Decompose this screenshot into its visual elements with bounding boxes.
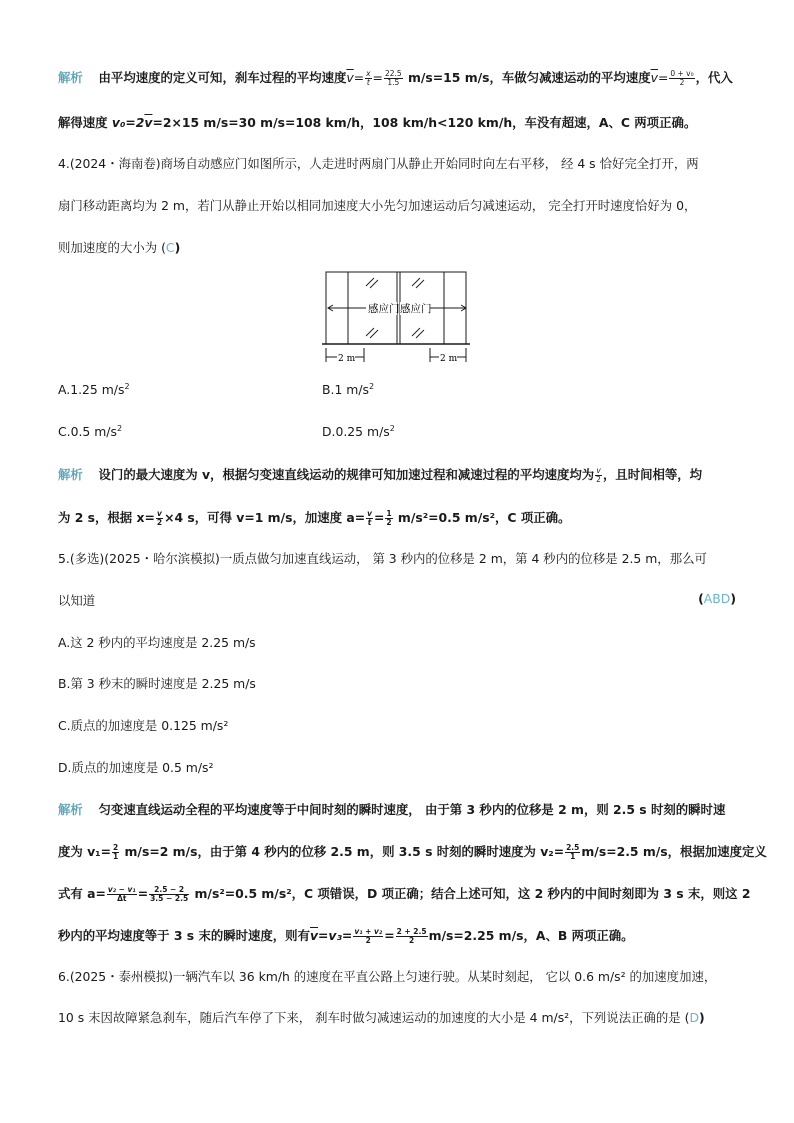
fraction: $\frac{\text{0 + v₀}}{2}$ — [670, 69, 694, 87]
door-label-right: 感应门 — [400, 303, 432, 315]
q4-stem-line2: 扇门移动距离均为 2 m，若门从静止开始以相同加速度大小先匀加速运动后匀减速运动， 完全打开时速度恰好为 0， — [58, 198, 697, 213]
q5-analysis-line2 — [58, 842, 767, 861]
fraction: $\frac{2}{1}$ — [112, 843, 119, 861]
q6-stem-line2 — [58, 1008, 705, 1026]
question-text: 则加速度的大小为 ( — [58, 240, 166, 255]
q5-analysis-line1 — [58, 800, 725, 818]
analysis-text: m/s=2.25 m/s，A、B 两项正确。 — [428, 928, 634, 943]
analysis-text: 秒内的平均速度等于 3 s 末的瞬时速度，则有 — [58, 928, 310, 943]
analysis-text: 设门的最大速度为 v，根据匀变速直线运动的规律可知加速过程和减速过程的平均速度均为 — [98, 467, 595, 482]
q4-option-d[interactable]: D.0.25 $m/s^2$ — [322, 424, 395, 439]
dim-label-right: 2 m — [440, 354, 458, 364]
question-text: 10 s 末因故障紧急刹车，随后汽车停了下来， 刹车时做匀减速运动的加速度的大小是 4 m/s²，下列说法正确的是 ( — [58, 1010, 690, 1025]
fraction: $\frac{v}{t}$ — [367, 509, 372, 527]
fraction: $\frac{v}{2}$ — [156, 509, 163, 527]
paren: ) — [698, 1010, 705, 1025]
analysis-text: =v₃= — [318, 928, 353, 943]
analysis-text: v₀=2 — [111, 115, 145, 130]
q4-option-c[interactable]: C.0.5 $m/s^2$ — [58, 424, 123, 439]
analysis-text: m/s²=0.5 m/s²，C 项错误，D 项正确；结合上述可知，这 2 秒内的中间时刻即为 3 s 末，则这 2 — [190, 886, 751, 901]
q3-analysis-line1 — [58, 68, 733, 87]
eq: = — [384, 928, 395, 943]
analysis-text: 匀变速直线运动全程的平均速度等于中间时刻的瞬时速度， 由于第 3 秒内的位移是 2 m，则 2.5 s 时刻的瞬时速 — [98, 802, 726, 817]
q5-answer-bracket: (ABD) — [698, 591, 736, 606]
analysis-text: ，代入 — [695, 70, 733, 85]
analysis-text: m/s=2 m/s，由于第 4 秒内的位移 2.5 m，则 3.5 s 时刻的瞬时速度为 v₂= — [120, 844, 565, 859]
answer-mark: D — [689, 1010, 699, 1025]
q5-stem-line1: 5.(多选)(2025・哈尔滨模拟)一质点做匀加速直线运动， 第 3 秒内的位移是 2 m，第 4 秒内的位移是 2.5 m，那么可 — [58, 551, 707, 566]
vbar: $\overline{v}$ — [650, 70, 658, 85]
eq: = — [372, 70, 383, 85]
analysis-text: m/s²=0.5 m/s²，C 项正确。 — [393, 510, 571, 525]
q5-analysis-line3 — [58, 884, 750, 903]
fraction: $\frac{x}{t}$ — [366, 69, 371, 87]
q5-option-c[interactable]: C.质点的加速度是 0.125 m/s² — [58, 718, 229, 733]
q5-option-d[interactable]: D.质点的加速度是 0.5 m/s² — [58, 760, 214, 775]
q5-option-b[interactable]: B.第 3 秒末的瞬时速度是 2.25 m/s — [58, 676, 256, 691]
q4-option-a[interactable]: A.1.25 $m/s^2$ — [58, 382, 130, 397]
dim-label-left: 2 m — [338, 354, 356, 364]
q4-analysis-line1 — [58, 465, 702, 484]
vbar: $\overline{v}$ — [346, 70, 354, 85]
analysis-text: 解得速度 — [58, 115, 112, 130]
analysis-text: m/s=15 m/s，车做匀减速运动的平均速度 — [403, 70, 651, 85]
analysis-text: ，且时间相等，均 — [602, 467, 703, 482]
q4-stem-line3 — [58, 238, 180, 256]
sliding-door-figure — [322, 268, 472, 368]
door-label-left: 感应门 — [368, 303, 400, 315]
fraction: $\frac{\text{v₂ − v₁}}{\Delta t}$ — [107, 885, 136, 903]
analysis-tag: 解析 — [58, 802, 83, 817]
analysis-text: 式有 a= — [58, 886, 106, 901]
eq: = — [657, 70, 669, 85]
eq: = — [137, 886, 149, 901]
q5-option-a[interactable]: A.这 2 秒内的平均速度是 2.25 m/s — [58, 635, 256, 650]
q4-analysis-line2 — [58, 508, 570, 527]
fraction: $\frac{\text{v₁ + v₂}}{2}$ — [354, 927, 383, 945]
analysis-tag: 解析 — [58, 70, 83, 85]
q4-option-b[interactable]: B.1 $m/s^2$ — [322, 382, 375, 397]
answer-mark: C — [165, 240, 175, 255]
q4-stem-line1: 4.(2024・海南卷)商场自动感应门如图所示，人走进时两扇门从静止开始同时向左右平移， 经 4 s 恰好完全打开，两 — [58, 156, 699, 171]
fraction: $\frac{1}{2}$ — [386, 509, 392, 527]
fraction: $\frac{2 + 2.5}{2}$ — [396, 927, 427, 945]
vbar: $\overline{v}$ — [144, 115, 153, 130]
answer-mark: ABD — [703, 591, 731, 606]
q3-analysis-line2 — [58, 113, 696, 131]
analysis-text: 由平均速度的定义可知，刹车过程的平均速度 — [98, 70, 347, 85]
eq: = — [374, 510, 385, 525]
analysis-text: 为 2 s，根据 x= — [58, 510, 155, 525]
eq: = — [353, 70, 365, 85]
analysis-text: m/s=2.5 m/s，根据加速度定义 — [581, 844, 767, 859]
q5-analysis-line4 — [58, 926, 634, 945]
analysis-text: ×4 s，可得 v=1 m/s，加速度 a= — [164, 510, 366, 525]
analysis-text: 度为 v₁= — [58, 844, 111, 859]
fraction: $\frac{22.5}{1.5}$ — [384, 69, 402, 87]
analysis-text: =2×15 m/s=30 m/s=108 km/h，108 km/h<120 km/h，车没有超速，A、C 两项正确。 — [152, 115, 697, 130]
fraction: $\frac{v}{2}$ — [596, 466, 601, 484]
fraction: $\frac{2.5}{1}$ — [566, 843, 580, 861]
paren: ) — [174, 240, 181, 255]
analysis-tag: 解析 — [58, 467, 83, 482]
q5-stem-line2: 以知道 — [58, 593, 96, 608]
vbar: $\overline{v}$ — [309, 928, 319, 943]
fraction: $\frac{2.5 - 2}{3.5 - 2.5}$ — [150, 885, 189, 903]
q6-stem-line1: 6.(2025・泰州模拟)一辆汽车以 36 km/h 的速度在平直公路上匀速行驶。从某时刻起， 它以 0.6 m/s² 的加速度加速， — [58, 969, 717, 984]
